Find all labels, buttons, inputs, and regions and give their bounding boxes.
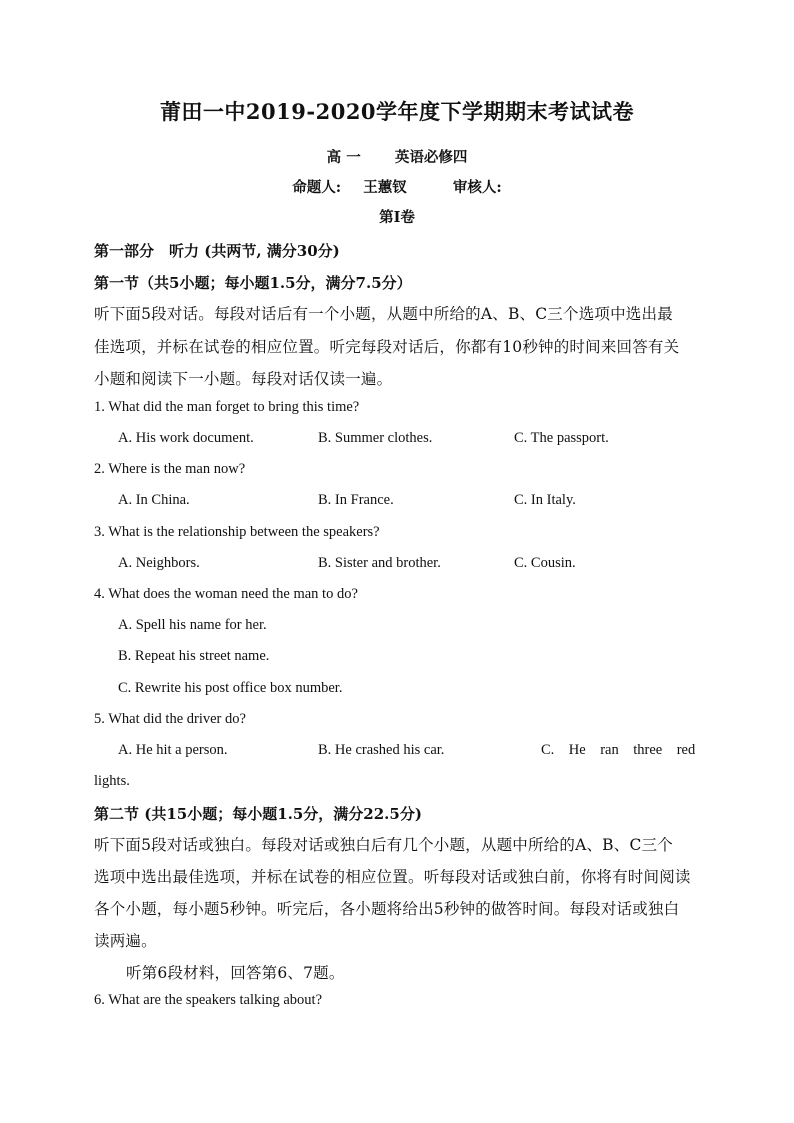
grade-subject-line [0,146,794,167]
setter-name: 王蕙钗 [363,179,407,196]
option-b: B. He crashed his car. [318,742,445,758]
material-note: 听第6段材料，回答第6、7题。 [126,964,345,982]
subject-label: 英语必修四 [394,149,468,166]
question-stem: 2. Where is the man now? [94,461,246,477]
option-c: C. The passport. [514,430,609,446]
question-stem: 1. What did the man forget to bring this time? [94,399,360,415]
section2-instruction-line: 各个小题，每小题5秒钟。听完后，各小题将给出5秒钟的做答时间。每段对话或独白 [94,900,680,918]
section1-instruction-line: 小题和阅读下一小题。每段对话仅读一遍。 [94,370,393,388]
option-a: A. Neighbors. [118,555,200,571]
option-b: B. Repeat his street name. [118,648,270,664]
option-a: A. In China. [118,492,190,508]
section1-heading: 第一节（共5小题；每小题1.5分，满分7.5分） [94,274,412,292]
section2-instruction-line: 读两遍。 [94,932,157,950]
volume-label: 第Ⅰ卷 [379,209,415,226]
option-c: C. Cousin. [514,555,576,571]
option-c: C. In Italy. [514,492,576,508]
exam-title: 莆田一中2019-2020学年度下学期期末考试试卷 [159,99,635,124]
part1-heading: 第一部分 听力 (共两节, 满分30分) [94,242,340,260]
section2-heading: 第二节 (共15小题；每小题1.5分，满分22.5分) [94,805,422,823]
question-stem: 3. What is the relationship between the speakers? [94,524,380,540]
setter-label: 命题人: [292,179,342,196]
section1-instruction-line: 佳选项，并标在试卷的相应位置。听完每段对话后，你都有10秒钟的时间来回答有关 [94,338,680,356]
question-stem: 4. What does the woman need the man to do? [94,586,358,602]
option-b: B. Sister and brother. [318,555,441,571]
grade-label: 高 一 [326,149,361,166]
section2-instruction-line: 选项中选出最佳选项，并标在试卷的相应位置。听每段对话或独白前，你将有时间阅读 [94,868,691,886]
option-c-continuation: lights. [94,773,130,789]
section1-instruction-line: 听下面5段对话。每段对话后有一个小题，从题中所给的A、B、C三个选项中选出最 [94,305,673,323]
author-line [0,176,794,197]
option-c: C. Rewrite his post office box number. [118,680,343,696]
option-b: B. In France. [318,492,394,508]
option-a: A. His work document. [118,430,254,446]
question-stem: 5. What did the driver do? [94,711,246,727]
option-a: A. Spell his name for her. [118,617,267,633]
option-c: C. He ran three red [541,742,696,758]
question-stem: 6. What are the speakers talking about? [94,992,323,1008]
section2-instruction-line: 听下面5段对话或独白。每段对话或独白后有几个小题，从题中所给的A、B、C三个 [94,836,673,854]
option-a: A. He hit a person. [118,742,228,758]
option-b: B. Summer clothes. [318,430,433,446]
reviewer-label: 审核人: [452,179,502,196]
